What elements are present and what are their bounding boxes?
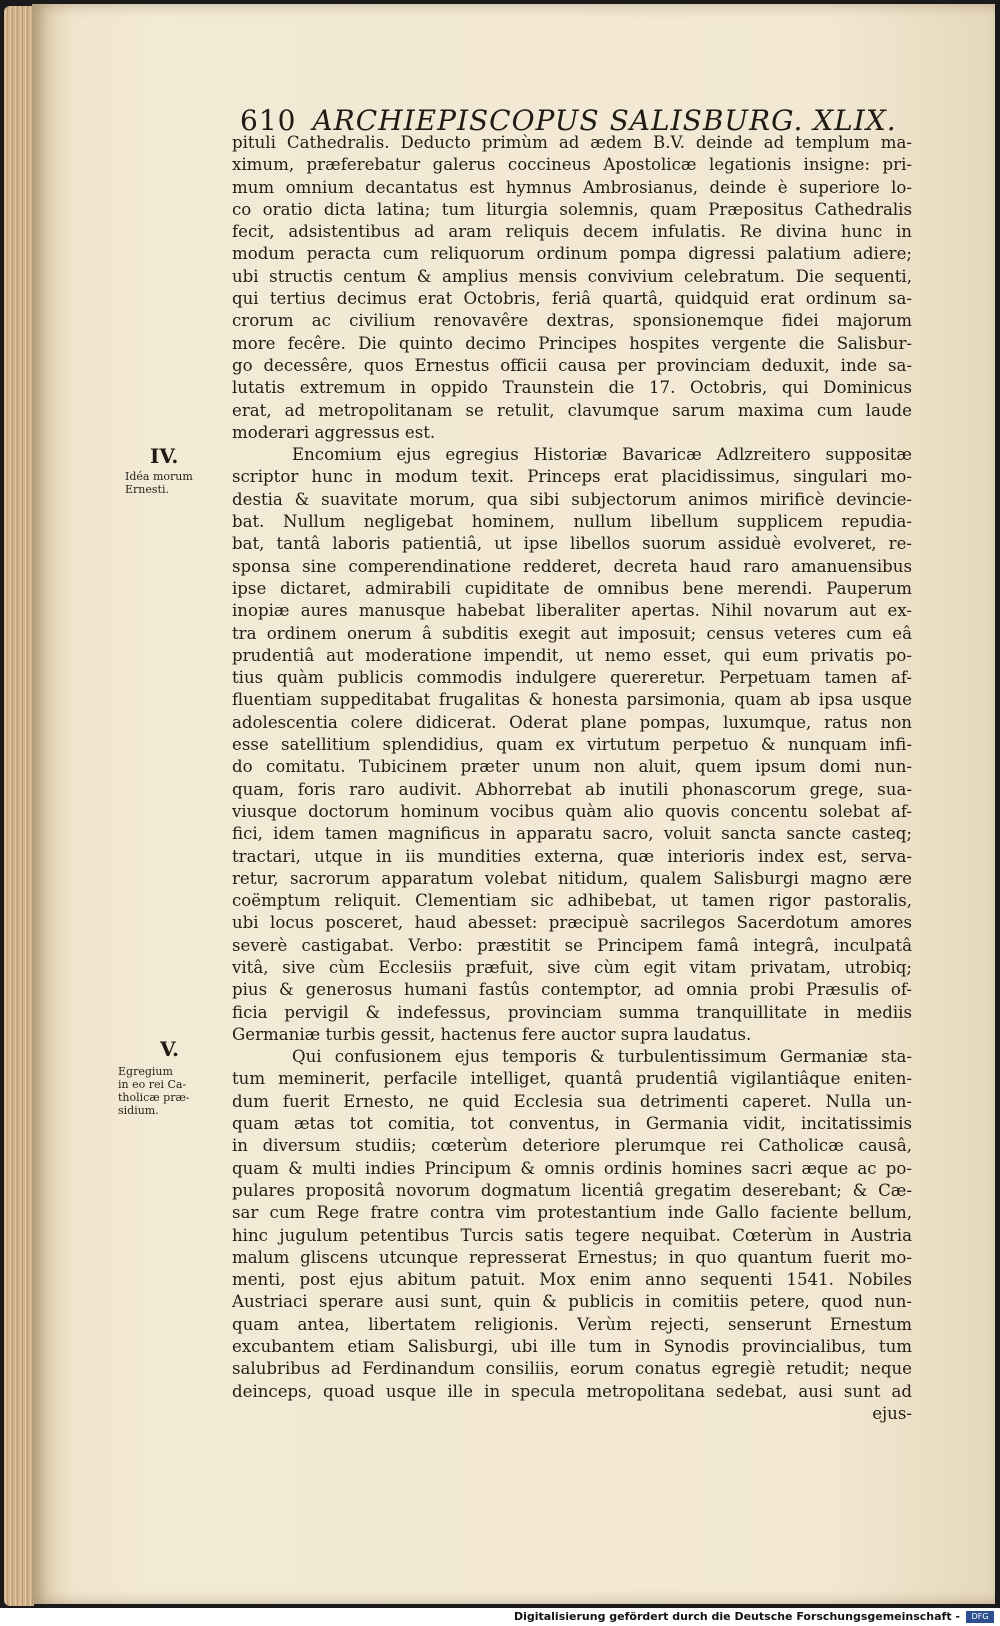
text-line: scriptor hunc in modum texit. Princeps erat placidissimus, singulari mo- [232,467,912,487]
footer-credit-text: Digitalisierung gefördert durch die Deutsche Forschungsgemeinschaft - [513,1610,960,1623]
text-line: tractari, utque in iis mundities externa, quæ interioris index est, serva- [232,846,912,866]
text-line: coëmptum reliquit. Clementiam sic adhibebat, ut tamen rigor pastoralis, [232,891,912,911]
text-line: pituli Cathedralis. Deducto primùm ad ædem B.V. deinde ad templum ma- [232,133,912,152]
text-line: go decessêre, quos Ernestus officii causa per provinciam deduxit, inde sa- [232,355,912,375]
section-number-iv: IV. [150,444,179,468]
text-line: prudentiâ aut moderatione impendit, ut nemo esset, qui eum privatis po- [232,645,912,665]
marginal-note-line: tholicæ præ- [118,1091,190,1104]
text-line: fecit, adsistentibus ad aram reliquis decem infulatis. Re divina hunc in [232,222,912,242]
section-number-v: V. [160,1037,179,1061]
text-line: tum meminerit, perfacile intelliget, quantâ prudentiâ vigilantiâque eniten- [232,1069,912,1089]
text-line: Austriaci sperare ausi sunt, quin & publicis in comitiis petere, quod nun- [232,1292,912,1312]
text-line: esse satellitium splendidius, quam ex virtutum perpetuo & nunquam infi- [232,735,912,755]
marginal-note-line: Idéa morum [125,470,193,483]
text-line: fluentiam suppeditabat frugalitas & honesta parsimonia, quam ab ipsa usque [232,690,912,710]
marginal-note-iv [125,470,199,496]
text-line: quam & multi indies Principum & omnis ordinis homines sacri æque ac po- [232,1158,912,1178]
text-line: quam antea, libertatem religionis. Verùm rejecti, senserunt Ernestum [232,1314,912,1334]
text-line: Encomium ejus egregius Historiæ Bavaricæ Adlzreitero suppositæ [292,445,912,465]
book-page-edges [4,6,34,1606]
text-line: do comitatu. Tubicinem præter unum non aluit, quem ipsum domi nun- [232,757,912,777]
text-line: destia & suavitate morum, qua sibi subjectorum animos mirificè devincie- [232,489,912,509]
text-line: vitâ, sive cùm Ecclesiis præfuit, sive cùm egit vitam privatam, utrobiq; [232,957,912,977]
text-line: pulares propositâ novorum dogmatum licentiâ gregatim deserebant; & Cæ- [232,1180,912,1200]
body-text [232,132,912,1425]
text-line: bat. Nullum negligebat hominem, nullum libellum supplicem repudia- [232,512,912,532]
text-line: modum peracta cum reliquorum ordinum pompa digressi palatium adiere; [232,244,912,264]
text-line: erat, ad metropolitanam se retulit, clavumque sarum maxima cum laude [232,400,912,420]
page-number: 610 [240,104,297,137]
text-line: ubi structis centum & amplius mensis convivium celebratum. Die sequenti, [232,266,912,286]
text-line: ficia pervigil & indefessus, provinciam summa tranquillitate in mediis [232,1002,912,1022]
text-line: qui tertius decimus erat Octobris, feriâ quartâ, quidquid erat ordinum sa- [232,289,912,309]
text-line: retur, sacrorum apparatum volebat nitidum, qualem Salisburgi magno ære [232,868,912,888]
text-line: pius & generosus humani fastûs contemptor, ad omnia probi Præsulis of- [232,980,912,1000]
text-line: tra ordinem onerum â subditis exegit aut imposuit; census veteres cum eâ [232,623,912,643]
text-line: Qui confusionem ejus temporis & turbulentissimum Germaniæ sta- [292,1047,912,1067]
text-line: fici, idem tamen magnificus in apparatu sacro, voluit sancta sancte casteq; [232,824,912,844]
text-line: ipse dictaret, admirabili cupiditate de omnibus bene merendi. Pauperum [232,578,912,598]
text-line: excubantem etiam Salisburgi, ubi ille tum in Synodis provincialibus, tum [232,1337,912,1357]
text-line: ubi locus posceret, haud abesset: præcipuè sacrilegos Sacerdotum amores [232,913,912,933]
text-line: malum gliscens utcunque represserat Ernestus; in quo quantum fuerit mo- [232,1247,912,1267]
text-line: quam ætas tot comitia, tot conventus, in Germania vidit, incitatissimis [232,1114,912,1134]
text-line: severè castigabat. Verbo: præstitit se Principem famâ integrâ, inculpatâ [232,935,912,955]
text-line: salubribus ad Ferdinandum consiliis, eorum conatus egregiè retudit; neque [232,1359,912,1379]
text-line: sponsa sine comperendinatione redderet, decreta haud raro amanuensibus [232,556,912,576]
marginal-note-v [118,1065,192,1117]
marginal-note-line: sidium. [118,1104,159,1117]
text-line: in diversum studiis; cœterùm deteriore plerumque rei Catholicæ causâ, [232,1136,912,1156]
text-line: more fecêre. Die quinto decimo Principes hospites vergente die Salisbur- [232,333,912,353]
text-line: inopiæ aures manusque habebat liberaliter apertas. Nihil novarum aut ex- [232,601,912,621]
text-line: co oratio dicta latina; tum liturgia solemnis, quam Præpositus Cathedralis [232,199,912,219]
text-line: tius quàm publicis commodis indulgere quereretur. Perpetuam tamen af- [232,668,912,688]
running-head-title: ARCHIEPISCOPUS SALISBURG. XLIX. [312,104,897,137]
text-line: adolescentia colere didicerat. Oderat plane pompas, luxumque, ratus non [232,712,912,732]
text-line: Germaniæ turbis gessit, hactenus fere auctor supra laudatus. [232,1024,752,1044]
text-line: lutatis extremum in oppido Traunstein die 17. Octobris, qui Dominicus [232,378,912,398]
dfg-logo-icon: DFG [966,1611,994,1623]
marginal-note-line: Egregium [118,1065,173,1078]
text-line: crorum ac civilium renovavêre dextras, sponsionemque fidei majorum [232,311,912,331]
marginal-note-line: in eo rei Ca- [118,1078,187,1091]
marginal-note-line: Ernesti. [125,483,169,496]
text-line: dum fuerit Ernesto, ne quid Ecclesia sua detrimenti caperet. Nulla un- [232,1091,912,1111]
text-line: bat, tantâ laboris patientiâ, ut ipse libellos suorum assiduè evolveret, re- [232,534,912,554]
text-line: sar cum Rege fratre contra vim protestantium inde Gallo faciente bellum, [232,1203,912,1223]
text-line: moderari aggressus est. [232,422,436,442]
footer-credit-bar [0,1608,1000,1626]
text-line: viusque doctorum hominum vocibus quàm alio quovis concentu solebat af- [232,801,912,821]
text-line: menti, post ejus abitum patuit. Mox enim anno sequenti 1541. Nobiles [232,1270,912,1290]
text-line: ximum, præferebatur galerus coccineus Apostolicæ legationis insigne: pri- [232,155,912,175]
text-line: quam, foris raro audivit. Abhorrebat ab inutili phonascorum grege, sua- [232,779,912,799]
text-line: deinceps, quoad usque ille in specula metropolitana sedebat, ausi sunt ad [232,1381,912,1401]
text-line: ejus- [872,1403,912,1423]
text-line: mum omnium decantatus est hymnus Ambrosianus, deinde è superiore lo- [232,177,912,197]
book-page [32,4,995,1604]
text-line: hinc jugulum petentibus Turcis satis tegere nequibat. Cœterùm in Austria [232,1225,912,1245]
